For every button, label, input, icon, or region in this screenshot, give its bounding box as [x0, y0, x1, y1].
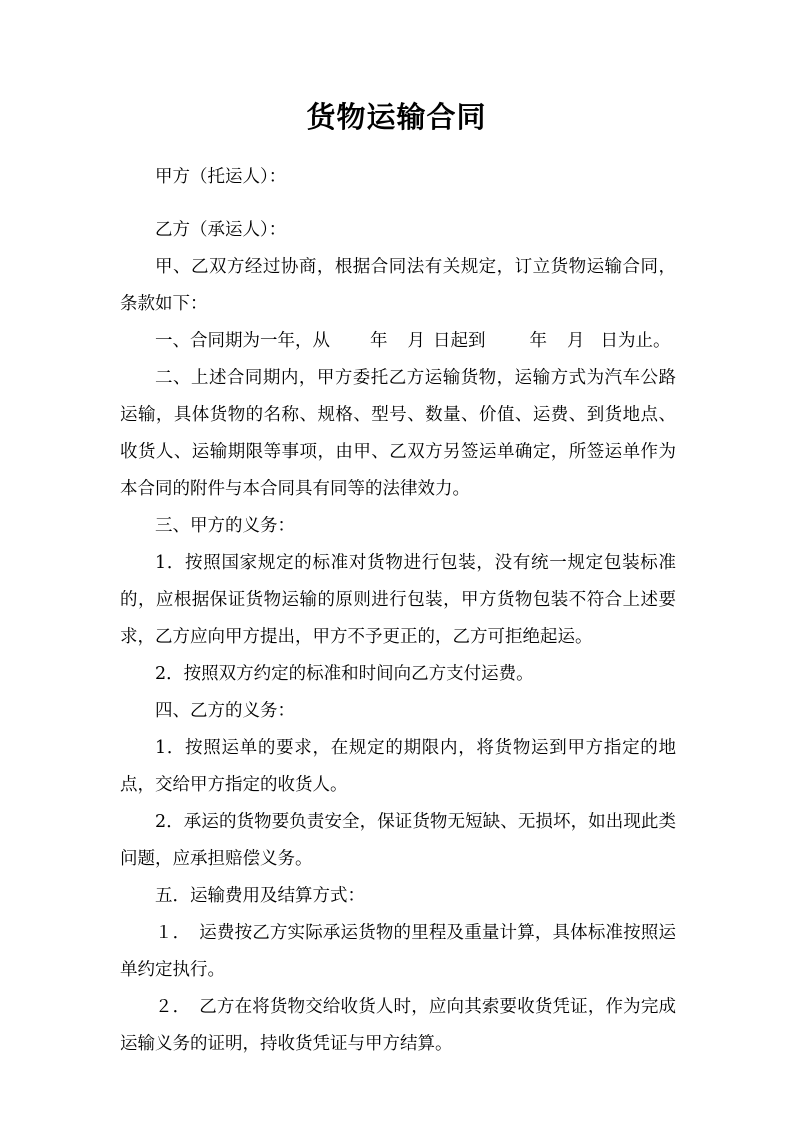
- clause-5-item-1: １． 运费按乙方实际承运货物的里程及重量计算，具体标准按照运单约定执行。: [120, 923, 676, 980]
- clause-1: [120, 323, 676, 360]
- document-body: [120, 159, 676, 1063]
- clause-4-item-2: 2．承运的货物要负责安全，保证货物无短缺、无损坏，如出现此类问题，应承担赔偿义务。: [120, 812, 676, 869]
- clause-2: 二、上述合同期内，甲方委托乙方运输货物，运输方式为汽车公路运输，具体货物的名称、规格、型号、数量、价值、运费、到货地点、收货人、运输期限等事项，由甲、乙双方另签运单确定，所签运单作为本合同的附件与本合同具有同等的法律效力。: [120, 368, 676, 499]
- clause-1-from: 日起到: [433, 331, 486, 351]
- clause-1-month-1: 月: [407, 331, 425, 351]
- clause-1-year-2: 年: [529, 331, 547, 351]
- clause-4-heading: 四、乙方的义务：: [155, 701, 295, 721]
- clause-4-item-1: 1．按照运单的要求，在规定的期限内，将货物运到甲方指定的地点，交给甲方指定的收货人。: [120, 738, 676, 795]
- clause-1-year-1: 年: [370, 331, 388, 351]
- clause-3-heading: 三、甲方的义务：: [155, 516, 295, 536]
- intro-paragraph: 甲、乙双方经过协商，根据合同法有关规定，订立货物运输合同，条款如下：: [120, 257, 676, 314]
- clause-1-month-2: 月: [567, 331, 585, 351]
- document-title: 货物运输合同: [306, 100, 487, 134]
- clause-3-item-2: 2．按照双方约定的标准和时间向乙方支付运费。: [155, 664, 534, 684]
- clause-5-heading: 五．运输费用及结算方式：: [155, 886, 365, 906]
- party-a-line: 甲方（托运人）：: [155, 167, 287, 187]
- clause-1-start: 一、合同期为一年，从: [155, 331, 330, 351]
- party-b-line: 乙方（承运人）：: [155, 220, 287, 240]
- clause-1-until: 日为止。: [600, 331, 671, 351]
- clause-5-item-2: ２． 乙方在将货物交给收货人时，应向其索要收货凭证，作为完成运输义务的证明，持收货凭证与甲方结算。: [120, 997, 676, 1054]
- clause-3-item-1: 1．按照国家规定的标准对货物进行包装，没有统一规定包装标准的，应根据保证货物运输的原则进行包装，甲方货物包装不符合上述要求，乙方应向甲方提出，甲方不予更正的，乙方可拒绝起运。: [120, 553, 676, 647]
